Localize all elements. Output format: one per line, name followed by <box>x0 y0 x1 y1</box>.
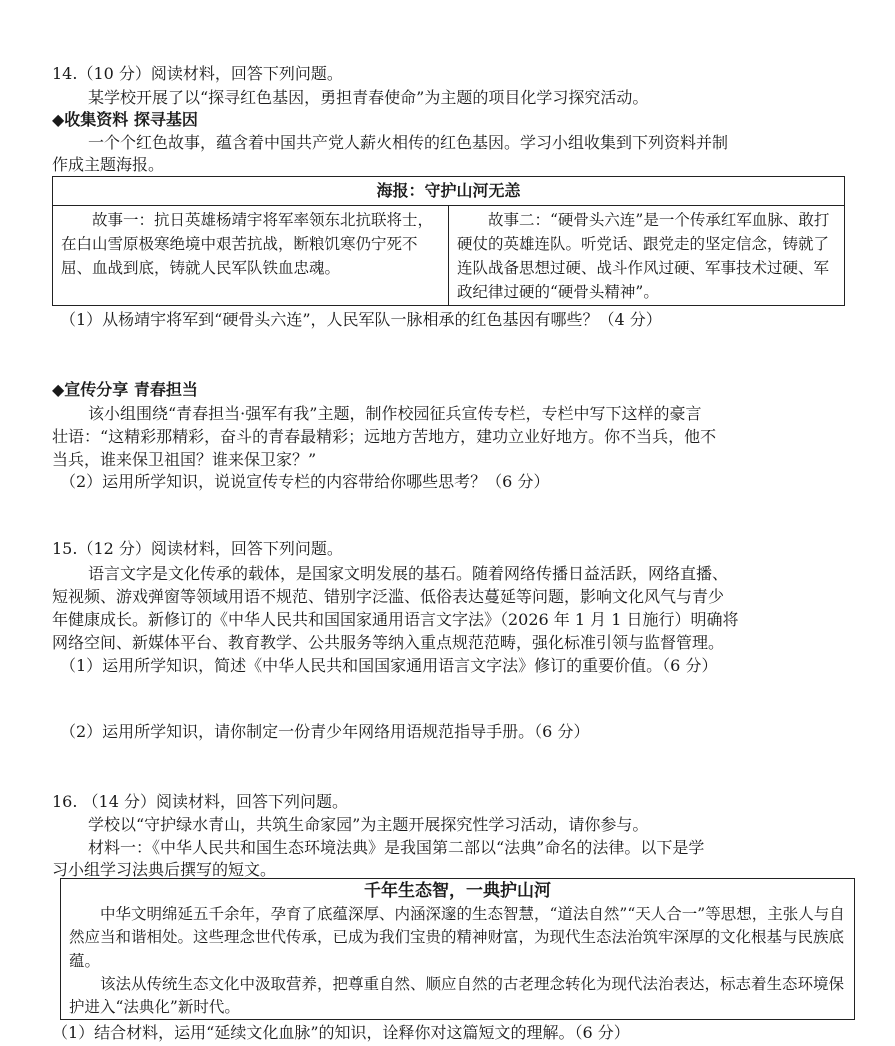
q15-line4: 网络空间、新媒体平台、教育教学、公共服务等纳入重点规范范畴，强化标准引领与监督管理。 <box>52 633 725 652</box>
q15-subquestion-2: （2）运用所学知识，请你制定一份青少年网络用语规范指导手册。（6 分） <box>60 722 590 741</box>
essay-paragraph-2: 该法从传统生态文化中汲取营养，把尊重自然、顺应自然的古老理念转化为现代法治表达，标志着生态环境保护进入“法典化”新时代。 <box>69 974 845 1016</box>
q16-subquestion-1: （1）结合材料，运用“延续文化血脉”的知识，诠释你对这篇短文的理解。（6 分） <box>52 1023 630 1042</box>
q14-section-share: ◆宣传分享 青春担当 <box>52 380 198 399</box>
q15-line2: 短视频、游戏弹窗等领域用语不规范、错别字泛滥、低俗表达蔓延等问题，影响文化风气与青少 <box>52 587 725 606</box>
q14-para1-line1: 一个个红色故事，蕴含着中国共产党人薪火相传的红色基因。学习小组收集到下列资料并制 <box>88 133 729 152</box>
q14-subquestion-2: （2）运用所学知识，说说宣传专栏的内容带给你哪些思考？（6 分） <box>60 472 550 491</box>
poster-table <box>52 176 845 306</box>
q16-intro: 学校以“守护绿水青山，共筑生命家园”为主题开展探究性学习活动，请你参与。 <box>88 815 649 834</box>
q14-intro: 某学校开展了以“探寻红色基因，勇担青春使命”为主题的项目化学习探究活动。 <box>88 88 649 107</box>
q14-heading: 14.（10 分）阅读材料，回答下列问题。 <box>52 64 343 83</box>
q14-section-collect: ◆收集资料 探寻基因 <box>52 110 198 129</box>
poster-title: 海报：守护山河无恙 <box>53 177 844 206</box>
q14-para2-line3: 当兵，谁来保卫祖国？谁来保卫家？” <box>52 450 317 469</box>
q14-subquestion-1: （1）从杨靖宇将军到“硬骨头六连”，人民军队一脉相承的红色基因有哪些？（4 分） <box>60 310 662 329</box>
q15-heading: 15.（12 分）阅读材料，回答下列问题。 <box>52 539 343 558</box>
q14-para2-line2: 壮语：“这精彩那精彩，奋斗的青春最精彩；远地方苦地方，建功立业好地方。你不当兵，他不 <box>52 427 717 446</box>
essay-title: 千年生态智，一典护山河 <box>364 881 551 901</box>
poster-story-2: 故事二：“硬骨头六连”是一个传承红军血脉、敢打硬仗的英雄连队。听党话、跟党走的坚定信念，铸就了连队战备思想过硬、战斗作风过硬、军事技术过硬、军政纪律过硬的“硬骨头精神”。 <box>448 206 844 306</box>
q14-para2-line1: 该小组围绕“青春担当·强军有我”主题，制作校园征兵宣传专栏，专栏中写下这样的豪言 <box>88 404 702 423</box>
q15-line1: 语言文字是文化传承的载体，是国家文明发展的基石。随着网络传播日益活跃，网络直播、 <box>88 564 729 583</box>
essay-box <box>60 878 855 1020</box>
q15-subquestion-1: （1）运用所学知识，简述《中华人民共和国国家通用语言文字法》修订的重要价值。（6 分） <box>60 656 718 675</box>
q14-para1-line2: 作成主题海报。 <box>52 155 165 174</box>
essay-paragraph-1: 中华文明绵延五千余年，孕育了底蕴深厚、内涵深邃的生态智慧，“道法自然”“天人合一”等思想，主张人与自然应当和谐相处。这些理念世代传承，已成为我们宝贵的精神财富，为现代生态法治筑牢深厚的文化根基与民族底蕴。 <box>69 905 845 970</box>
q16-material-line2: 习小组学习法典后撰写的短文。 <box>52 860 277 879</box>
q16-material-line1: 材料一：《中华人民共和国生态环境法典》是我国第二部以“法典”命名的法律。以下是学 <box>88 838 705 857</box>
q16-heading: 16. （14 分）阅读材料，回答下列问题。 <box>52 792 348 811</box>
poster-story-1: 故事一：抗日英雄杨靖宇将军率领东北抗联将士，在白山雪原极寒绝境中艰苦抗战，断粮饥寒仍宁死不屈、血战到底，铸就人民军队铁血忠魂。 <box>61 211 434 278</box>
q15-line3: 年健康成长。新修订的《中华人民共和国国家通用语言文字法》（2026 年 1 月 1 日施行）明确将 <box>52 610 739 629</box>
